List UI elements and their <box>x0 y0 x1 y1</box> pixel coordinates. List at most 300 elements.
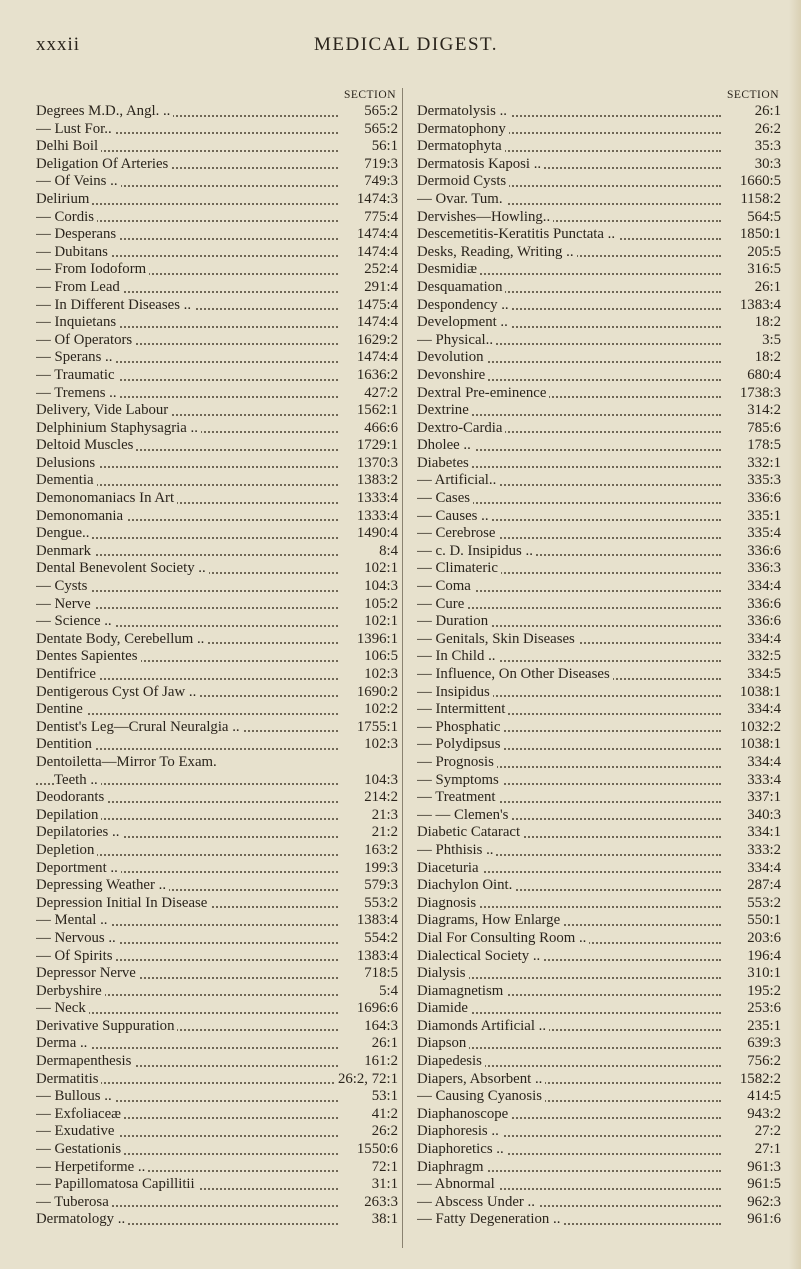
index-entry <box>417 490 781 508</box>
entry-section-ref: 335:3 <box>744 472 781 490</box>
entry-section-ref: 1738:3 <box>737 385 781 403</box>
entry-section-ref: 961:3 <box>744 1159 781 1177</box>
entry-section-ref: 1755:1 <box>354 719 398 737</box>
index-entry <box>36 719 398 737</box>
index-entry <box>417 948 781 966</box>
index-entry <box>36 138 398 156</box>
index-entry <box>36 1141 398 1159</box>
entry-section-ref: 1490:4 <box>354 525 398 543</box>
entry-section-ref: 253:6 <box>744 1000 781 1018</box>
index-entry <box>417 437 781 455</box>
entry-section-ref: 719:3 <box>361 156 398 174</box>
index-entry <box>417 1176 781 1194</box>
index-entry <box>36 789 398 807</box>
index-entry <box>36 701 398 719</box>
entry-section-ref: 414:5 <box>744 1088 781 1106</box>
entry-section-ref: 21:2 <box>369 824 398 842</box>
entry-term: — Polydipsus <box>417 736 503 752</box>
entry-term: — Coma <box>417 578 474 594</box>
index-entry <box>417 860 781 878</box>
index-entry <box>36 895 398 913</box>
entry-term: Dial For Consulting Room .. <box>417 930 589 946</box>
index-entry <box>36 156 398 174</box>
entry-section-ref: 1660:5 <box>737 173 781 191</box>
index-entry <box>417 701 781 719</box>
entry-section-ref: 30:3 <box>752 156 781 174</box>
index-entry <box>417 666 781 684</box>
entry-term: — Bullous .. <box>36 1088 115 1104</box>
entry-term: Depletion <box>36 842 97 858</box>
entry-section-ref: 195:2 <box>744 983 781 1001</box>
entry-term: Dentine <box>36 701 86 717</box>
index-entry <box>417 789 781 807</box>
index-entry <box>417 455 781 473</box>
entry-term: Diamonds Artificial .. <box>417 1018 549 1034</box>
index-entry <box>36 1018 398 1036</box>
entry-section-ref: 1474:4 <box>354 244 398 262</box>
entry-section-ref: 553:2 <box>361 895 398 913</box>
index-entries-right <box>417 103 781 1229</box>
entry-section-ref: 334:4 <box>744 631 781 649</box>
entry-section-ref: 961:5 <box>744 1176 781 1194</box>
entry-term: — Intermittent <box>417 701 508 717</box>
index-entry <box>36 666 398 684</box>
entry-section-ref: 203:6 <box>744 930 781 948</box>
entry-section-ref: 427:2 <box>361 385 398 403</box>
entry-section-ref: 252:4 <box>361 261 398 279</box>
entry-term: — Science .. <box>36 613 115 629</box>
entry-term: — Of Spirits <box>36 948 115 964</box>
index-entry <box>417 138 781 156</box>
entry-term: Dental Benevolent Society .. <box>36 560 209 576</box>
entry-term: — Cerebrose <box>417 525 498 541</box>
entry-section-ref: 718:5 <box>361 965 398 983</box>
entry-term: Dextrine <box>417 402 472 418</box>
entry-term: — Sperans .. <box>36 349 115 365</box>
entry-term: Dentes Sapientes <box>36 648 141 664</box>
entry-term: Diaphoresis .. <box>417 1123 502 1139</box>
index-entries-left <box>36 103 398 1229</box>
page-edge-shadow <box>789 0 801 1269</box>
entry-term: Diamagnetism <box>417 983 506 999</box>
entry-section-ref: 962:3 <box>744 1194 781 1212</box>
entry-section-ref: 3:5 <box>759 332 781 350</box>
entry-term: Development .. <box>417 314 511 330</box>
entry-section-ref: 26:1 <box>752 103 781 121</box>
entry-term: Deodorants <box>36 789 107 805</box>
entry-term: — From Iodoform <box>36 261 149 277</box>
section-column-heading: SECTION <box>343 89 396 101</box>
index-entry <box>36 508 398 526</box>
entry-term: Diaceturia <box>417 860 482 876</box>
entry-term: — Insipidus <box>417 684 493 700</box>
index-entry <box>417 1000 781 1018</box>
entry-section-ref: 337:1 <box>744 789 781 807</box>
index-entry <box>36 543 398 561</box>
entry-section-ref: 18:2 <box>752 314 781 332</box>
index-entry <box>417 543 781 561</box>
index-entry <box>417 173 781 191</box>
entry-section-ref: 105:2 <box>361 596 398 614</box>
index-entry <box>36 279 398 297</box>
entry-term: Demonomania <box>36 508 126 524</box>
index-entry <box>417 349 781 367</box>
entry-section-ref: 205:5 <box>744 244 781 262</box>
index-entry <box>36 754 398 772</box>
entry-term: Deportment .. <box>36 860 121 876</box>
index-entry <box>417 1088 781 1106</box>
entry-section-ref: 335:1 <box>744 508 781 526</box>
entry-section-ref: 235:1 <box>744 1018 781 1036</box>
index-entry <box>36 807 398 825</box>
entry-term: — From Lead <box>36 279 123 295</box>
entry-section-ref: 1474:4 <box>354 226 398 244</box>
index-entry <box>417 1194 781 1212</box>
entry-section-ref: 196:4 <box>744 948 781 966</box>
entry-term: Descemetitis-Keratitis Punctata .. <box>417 226 618 242</box>
index-entry <box>36 402 398 420</box>
entry-section-ref: 1582:2 <box>737 1071 781 1089</box>
entry-term: Derivative Suppuration <box>36 1018 177 1034</box>
entry-section-ref: 336:3 <box>744 560 781 578</box>
entry-term: Devolution <box>417 349 487 365</box>
entry-section-ref: 565:2 <box>361 103 398 121</box>
entry-section-ref: 334:4 <box>744 754 781 772</box>
entry-term: — In Child .. <box>417 648 499 664</box>
index-entry <box>417 1035 781 1053</box>
index-entry <box>417 385 781 403</box>
entry-section-ref: 104:3 <box>361 578 398 596</box>
entry-section-ref: 564:5 <box>744 209 781 227</box>
entry-section-ref: 756:2 <box>744 1053 781 1071</box>
index-entry <box>36 1194 398 1212</box>
entry-term: Desquamation <box>417 279 505 295</box>
entry-term: Dholee .. <box>417 437 474 453</box>
entry-term: Diapedesis <box>417 1053 485 1069</box>
entry-term: Dermatophyta <box>417 138 505 154</box>
entry-term: Despondency .. <box>417 297 512 313</box>
index-entry <box>36 1176 398 1194</box>
index-entry <box>36 385 398 403</box>
entry-section-ref: 102:1 <box>361 613 398 631</box>
entry-term: Derbyshire <box>36 983 105 999</box>
entry-term: — Of Operators <box>36 332 135 348</box>
entry-term: Deltoid Muscles <box>36 437 136 453</box>
entry-term: — Tremens .. <box>36 385 120 401</box>
entry-section-ref: 163:2 <box>361 842 398 860</box>
entry-term: — Treatment <box>417 789 499 805</box>
entry-section-ref: 310:1 <box>744 965 781 983</box>
index-entry <box>417 1159 781 1177</box>
entry-section-ref: 164:3 <box>361 1018 398 1036</box>
index-entry <box>417 261 781 279</box>
entry-term: — Genitals, Skin Diseases <box>417 631 578 647</box>
entry-section-ref: 27:2 <box>752 1123 781 1141</box>
entry-section-ref: 1383:2 <box>354 472 398 490</box>
index-entry <box>36 860 398 878</box>
entry-section-ref: 314:2 <box>744 402 781 420</box>
entry-section-ref: 1475:4 <box>354 297 398 315</box>
entry-section-ref: 943:2 <box>744 1106 781 1124</box>
index-entry <box>36 173 398 191</box>
entry-term: — Lust For.. <box>36 121 115 137</box>
entry-term: Dermatitis <box>36 1071 101 1087</box>
entry-section-ref: 334:5 <box>744 666 781 684</box>
entry-term: — Cysts <box>36 578 90 594</box>
entry-term: Dentifrice <box>36 666 99 682</box>
index-entry <box>417 332 781 350</box>
entry-section-ref: 334:4 <box>744 578 781 596</box>
entry-term: — Influence, On Other Diseases <box>417 666 613 682</box>
index-entry <box>36 1159 398 1177</box>
index-entry <box>36 525 398 543</box>
index-entry <box>417 824 781 842</box>
index-entry <box>36 332 398 350</box>
index-entry <box>417 560 781 578</box>
entry-section-ref: 8:4 <box>376 543 398 561</box>
entry-term: — In Different Diseases .. <box>36 297 194 313</box>
index-entry <box>417 895 781 913</box>
index-entry <box>36 1035 398 1053</box>
entry-section-ref: 1850:1 <box>737 226 781 244</box>
entry-section-ref: 336:6 <box>744 613 781 631</box>
index-entry <box>36 121 398 139</box>
entry-term: — Phosphatic <box>417 719 503 735</box>
index-entry <box>36 367 398 385</box>
index-entry <box>417 226 781 244</box>
index-entry <box>36 842 398 860</box>
index-entry <box>417 472 781 490</box>
entry-term: — Gestationis <box>36 1141 124 1157</box>
entry-term: Depressor Nerve <box>36 965 139 981</box>
entry-term: — Neck <box>36 1000 89 1016</box>
entry-section-ref: 1474:3 <box>354 191 398 209</box>
entry-term: — Nerve <box>36 596 94 612</box>
index-entry <box>417 420 781 438</box>
index-entry <box>417 578 781 596</box>
entry-section-ref: 1690:2 <box>354 684 398 702</box>
entry-section-ref: 106:5 <box>361 648 398 666</box>
entry-section-ref: 336:6 <box>744 490 781 508</box>
index-entry <box>417 684 781 702</box>
page-header <box>36 34 771 58</box>
column-divider <box>402 88 403 1248</box>
entry-section-ref: 56:1 <box>369 138 398 156</box>
index-entry <box>417 983 781 1001</box>
entry-term: Depilatories .. <box>36 824 122 840</box>
entry-section-ref: 1032:2 <box>737 719 781 737</box>
entry-term: Diaphoretics .. <box>417 1141 507 1157</box>
entry-term: Depilation <box>36 807 101 823</box>
entry-term: — Nervous .. <box>36 930 119 946</box>
entry-term: Dentist's Leg—Crural Neuralgia .. <box>36 719 243 735</box>
index-entry <box>417 736 781 754</box>
entry-term: Dialectical Society .. <box>417 948 543 964</box>
entry-term: Dextro-Cardia <box>417 420 505 436</box>
entry-term: Dermoid Cysts <box>417 173 509 189</box>
entry-term: Desks, Reading, Writing .. <box>417 244 577 260</box>
index-entry <box>36 103 398 121</box>
index-entry <box>417 613 781 631</box>
entry-term: — Cordis <box>36 209 97 225</box>
entry-section-ref: 579:3 <box>361 877 398 895</box>
index-entry <box>417 772 781 790</box>
entry-term: Diapers, Absorbent .. <box>417 1071 545 1087</box>
section-column-heading: SECTION <box>726 89 779 101</box>
index-entry <box>417 244 781 262</box>
entry-term: — Desperans <box>36 226 119 242</box>
page-number: xxxii <box>36 34 81 55</box>
entry-term: Delirium <box>36 191 92 207</box>
index-entry <box>36 772 398 790</box>
index-entry <box>417 807 781 825</box>
page-title: MEDICAL DIGEST. <box>314 34 498 55</box>
index-entry <box>417 754 781 772</box>
entry-term: Diaphanoscope <box>417 1106 511 1122</box>
entry-section-ref: 1158:2 <box>737 191 781 209</box>
entry-section-ref: 199:3 <box>361 860 398 878</box>
entry-section-ref: 1474:4 <box>354 314 398 332</box>
entry-term: — Abnormal <box>417 1176 498 1192</box>
index-entry <box>417 297 781 315</box>
entry-term: — Causes .. <box>417 508 492 524</box>
index-entry <box>417 596 781 614</box>
entry-term: Desmidiæ <box>417 261 480 277</box>
entry-section-ref: 1474:4 <box>354 349 398 367</box>
entry-section-ref: 26:1 <box>369 1035 398 1053</box>
index-entry <box>36 736 398 754</box>
index-entry <box>417 156 781 174</box>
index-entry <box>36 314 398 332</box>
entry-section-ref: 31:1 <box>369 1176 398 1194</box>
entry-term: Dialysis <box>417 965 469 981</box>
entry-section-ref: 1333:4 <box>354 508 398 526</box>
entry-term: — Traumatic <box>36 367 118 383</box>
entry-section-ref: 41:2 <box>369 1106 398 1124</box>
entry-section-ref: 333:4 <box>744 772 781 790</box>
entry-section-ref: 1383:4 <box>354 912 398 930</box>
entry-term: Dermatosis Kaposi .. <box>417 156 544 172</box>
index-entry <box>417 367 781 385</box>
entry-section-ref: 287:4 <box>744 877 781 895</box>
entry-term: — Exfoliaceæ <box>36 1106 124 1122</box>
index-entry <box>417 191 781 209</box>
entry-term: Dengue.. <box>36 525 92 541</box>
entry-section-ref: 102:2 <box>361 701 398 719</box>
entry-term: Diachylon Oint. <box>417 877 515 893</box>
index-entry <box>36 1088 398 1106</box>
entry-term: Delhi Boil <box>36 138 101 154</box>
entry-term: — Prognosis <box>417 754 497 770</box>
index-entry <box>36 578 398 596</box>
entry-section-ref: 5:4 <box>376 983 398 1001</box>
entry-term: — Mental .. <box>36 912 111 928</box>
index-entry <box>417 648 781 666</box>
index-entry <box>417 1123 781 1141</box>
entry-section-ref: 466:6 <box>361 420 398 438</box>
entry-section-ref: 1370:3 <box>354 455 398 473</box>
index-entry <box>36 490 398 508</box>
entry-section-ref: 21:3 <box>369 807 398 825</box>
entry-section-ref: 1629:2 <box>354 332 398 350</box>
entry-term: Degrees M.D., Angl. .. <box>36 103 173 119</box>
entry-section-ref: 340:3 <box>744 807 781 825</box>
entry-section-ref: 104:3 <box>361 772 398 790</box>
entry-term: — Tuberosa <box>36 1194 112 1210</box>
index-entry <box>417 121 781 139</box>
entry-term: — Symptoms <box>417 772 502 788</box>
index-entry <box>417 912 781 930</box>
index-entry <box>417 209 781 227</box>
index-entry <box>417 719 781 737</box>
entry-term: — Causing Cyanosis <box>417 1088 545 1104</box>
entry-section-ref: 38:1 <box>369 1211 398 1229</box>
index-entry <box>417 103 781 121</box>
entry-term: — c. D. Insipidus .. <box>417 543 536 559</box>
index-entry <box>417 842 781 860</box>
entry-section-ref: 749:3 <box>361 173 398 191</box>
entry-term: — Exudative <box>36 1123 118 1139</box>
entry-section-ref: 26:2 <box>752 121 781 139</box>
index-entry <box>417 877 781 895</box>
entry-section-ref: 1729:1 <box>354 437 398 455</box>
index-entry <box>36 613 398 631</box>
entry-term: Diamide <box>417 1000 471 1016</box>
entry-section-ref: 26:1 <box>752 279 781 297</box>
entry-section-ref: 334:4 <box>744 701 781 719</box>
entry-section-ref: 775:4 <box>361 209 398 227</box>
entry-term: Dentoiletta—Mirror To Exam. <box>36 754 220 770</box>
entry-section-ref: 1333:4 <box>354 490 398 508</box>
entry-term: Dermatology .. <box>36 1211 128 1227</box>
entry-term: Dermatophony <box>417 121 509 137</box>
entry-term: — Cure <box>417 596 467 612</box>
entry-section-ref: 1038:1 <box>737 684 781 702</box>
entry-term: Delphinium Staphysagria .. <box>36 420 201 436</box>
index-entry <box>36 349 398 367</box>
index-entry <box>36 596 398 614</box>
entry-section-ref: 553:2 <box>744 895 781 913</box>
entry-section-ref: 26:2 <box>369 1123 398 1141</box>
entry-section-ref: 336:6 <box>744 543 781 561</box>
index-entry <box>36 209 398 227</box>
entry-section-ref: 1038:1 <box>737 736 781 754</box>
index-column-right <box>417 88 781 1229</box>
index-entry <box>417 1053 781 1071</box>
entry-term: — Artificial.. <box>417 472 499 488</box>
index-entry <box>36 1053 398 1071</box>
entry-term: Devonshire <box>417 367 488 383</box>
entry-section-ref: 102:1 <box>361 560 398 578</box>
index-entry <box>36 631 398 649</box>
index-entry <box>36 420 398 438</box>
entry-term: Delivery, Vide Labour <box>36 402 171 418</box>
index-entry <box>36 824 398 842</box>
entry-section-ref: 1383:4 <box>737 297 781 315</box>
entry-term: Dentition <box>36 736 95 752</box>
index-column-left <box>36 88 398 1229</box>
entry-term: Diabetic Cataract <box>417 824 523 840</box>
index-entry <box>417 508 781 526</box>
entry-section-ref: 336:6 <box>744 596 781 614</box>
entry-term: — Duration <box>417 613 491 629</box>
entry-term: Depression Initial In Disease <box>36 895 210 911</box>
entry-term: Deligation Of Arteries <box>36 156 171 172</box>
entry-term: Dermatolysis .. <box>417 103 510 119</box>
entry-term: — Cases <box>417 490 473 506</box>
index-entry <box>417 1071 781 1089</box>
entry-term: Diagnosis <box>417 895 479 911</box>
